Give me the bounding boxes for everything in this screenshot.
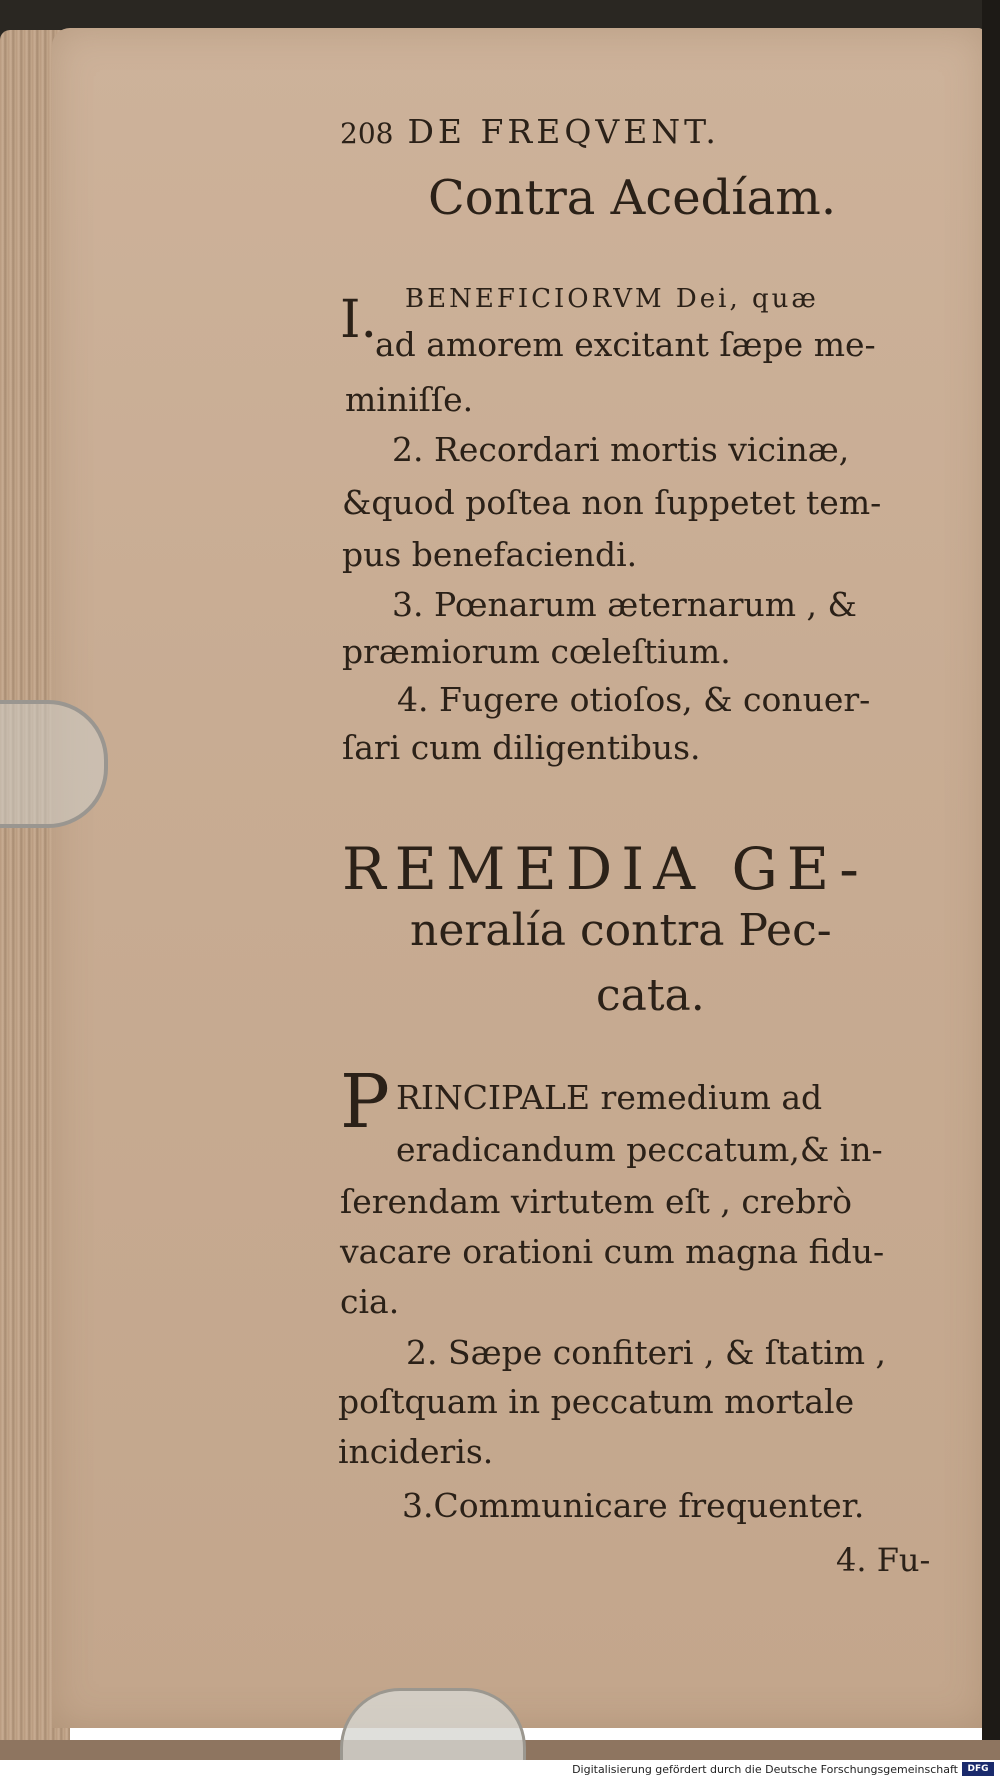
running-head [340, 112, 720, 151]
section-title-remedia-line2: neralía contra Pec- [410, 905, 832, 956]
text-line: ſerendam virtutem eſt , crebrò [340, 1182, 852, 1221]
text-line: eradicandum peccatum,& in- [396, 1130, 883, 1169]
text-line: incideris. [338, 1432, 494, 1471]
text-line: ſari cum diligentibus. [342, 728, 701, 767]
scan-background-right [982, 0, 1000, 1783]
initial-letter-p: P [340, 1059, 390, 1145]
text-line: miniſſe. [345, 380, 474, 419]
section-title-remedia-line3: cata. [596, 970, 705, 1021]
page-clip-bottom [340, 1688, 526, 1761]
section-title-acedia: Contra Acedíam. [428, 170, 837, 226]
text-line: poſtquam in peccatum mortale [338, 1382, 855, 1421]
text-line: ad amorem excitant ſæpe me- [375, 325, 876, 364]
section-title-remedia-line1: REMEDIA GE- [342, 835, 868, 903]
catchword: 4. Fu- [836, 1541, 931, 1579]
text-line: 3. Pœnarum æternarum , & [392, 585, 857, 624]
text-line: RINCIPALE remedium ad [396, 1078, 823, 1117]
dfg-logo: DFG [962, 1762, 994, 1776]
running-head-text: DE FREQVENT. [407, 112, 720, 151]
page-number: 208 [340, 117, 394, 150]
text-line: 3.Communicare frequenter. [402, 1486, 865, 1525]
text-line: cia. [340, 1282, 400, 1321]
text-line: vacare orationi cum magna fidu- [340, 1232, 885, 1271]
text-line: 2. Sæpe confiteri , & ſtatim , [406, 1333, 887, 1372]
text-line: pus benefaciendi. [342, 535, 638, 574]
text-line: præmiorum cœleſtium. [342, 632, 731, 671]
text-line: 4. Fugere otioſos, & conuer- [397, 680, 871, 719]
text-line: &quod poſtea non ſuppetet tem- [342, 483, 882, 522]
page-clip-left [0, 700, 108, 828]
text-line: BENEFICIORVM Dei, quæ [405, 284, 819, 314]
footer-credit: Digitalisierung gefördert durch die Deutsche Forschungsgemeinschaft [572, 1763, 958, 1776]
initial-letter-i: I. [340, 290, 378, 350]
text-line: 2. Recordari mortis vicinæ, [392, 430, 850, 469]
